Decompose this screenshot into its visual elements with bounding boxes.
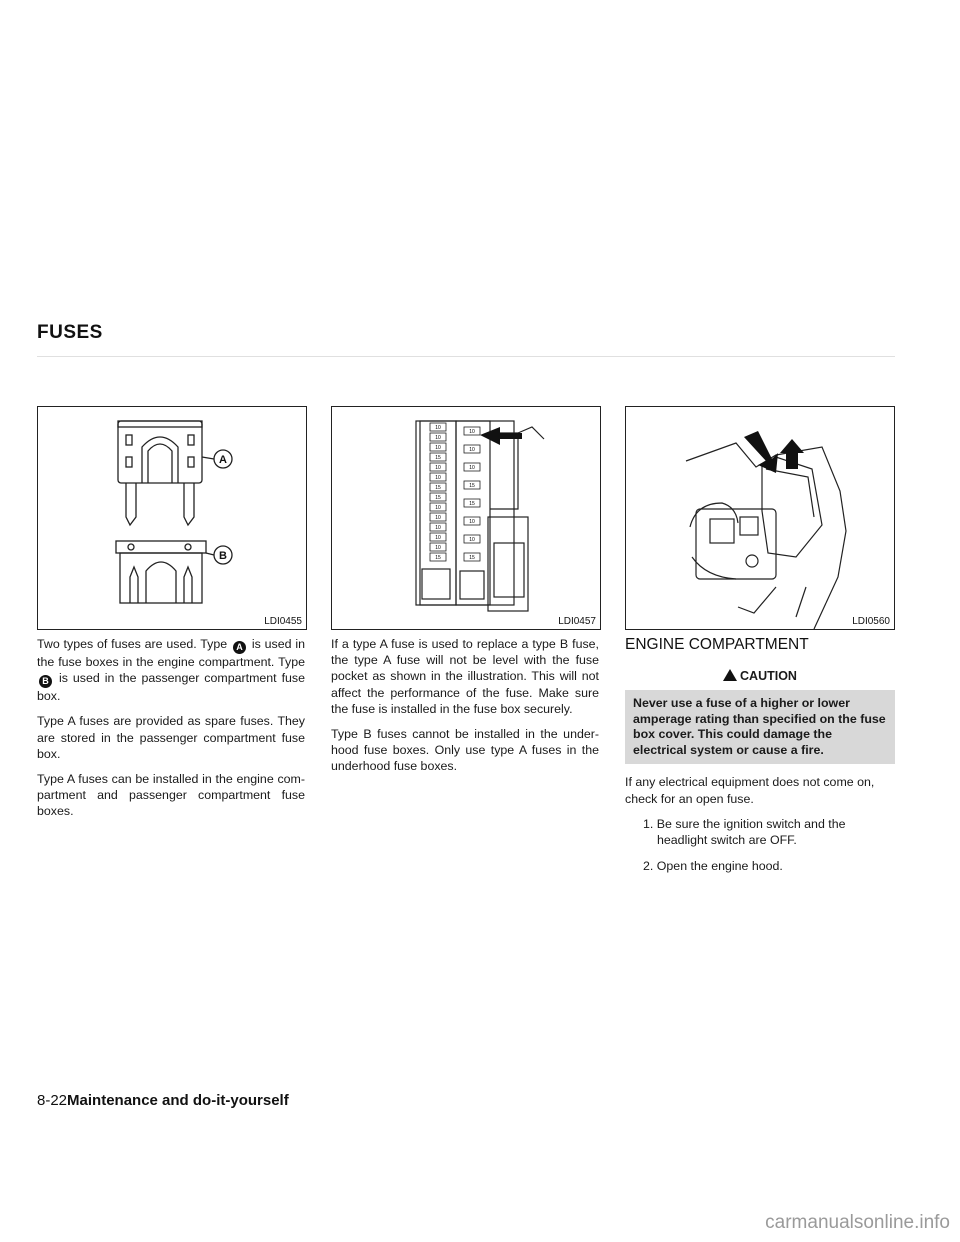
watermark: carmanualsonline.info [765,1212,950,1233]
figure-engine-compartment [625,406,895,630]
fuse-rating-label: 10 [469,429,475,435]
list-item: 1. Be sure the ignition switch and the headlight switch are OFF. [643,816,846,848]
fuse-rating-label: 10 [469,447,475,453]
engine-compartment-illustration [626,407,895,630]
arrow-icon [744,431,778,473]
section-title: FUSES [37,322,103,343]
figure-fuse-types [37,406,307,630]
fuse-rating-label: 10 [435,545,441,551]
fuse-rating-label: 10 [469,465,475,471]
column-2 [331,636,599,784]
fuse-types-illustration [38,407,307,630]
fuse-rating-label: 10 [435,525,441,531]
figure-code: LDI0560 [852,616,890,627]
fuse-rating-label: 10 [435,535,441,541]
fuse-rating-label: 10 [435,425,441,431]
chapter-title: Maintenance and do-it-yourself [67,1092,289,1109]
caution-text: Never use a fuse of a higher or lower amperage rating than specified on the fuse box cover. This could damage the electrical system or cause a fire. [633,696,886,757]
fuse-rating-label: 15 [435,485,441,491]
figure-code: LDI0455 [264,616,302,627]
page-footer [37,1092,289,1109]
arrow-icon [480,427,522,445]
figure-code: LDI0457 [558,616,596,627]
subsection-heading: ENGINE COMPARTMENT [625,636,809,653]
list-item: 2. Open the engine hood. [643,859,783,874]
fuse-box-illustration [332,407,601,630]
badge-b-icon: B [39,675,52,688]
page-number: 8-22 [37,1092,68,1109]
paragraph: Type A fuses can be installed in the engine com-partment and passenger compartment fuse boxes. [37,772,305,819]
warning-icon [723,669,737,681]
caution-header [625,663,895,690]
fuse-rating-label: 15 [469,483,475,489]
fuse-rating-label: 10 [435,505,441,511]
paragraph: Type B fuses cannot be installed in the under-hood fuse boxes. Only use type A fuses in the underhood fuse boxes. [331,727,599,774]
fuse-rating-label: 10 [435,475,441,481]
divider [37,356,895,357]
steps-list [625,816,895,875]
caution-box [625,663,895,764]
column-1 [37,636,305,829]
text-span: is used in the passenger compartment fuse box. [37,671,305,704]
paragraph [37,636,305,704]
fuse-rating-label: 10 [435,465,441,471]
figure-fuse-box [331,406,601,630]
caution-title: CAUTION [740,669,797,684]
paragraph: If any electrical equipment does not come on, check for an open fuse. [625,775,875,806]
paragraph: Type A fuses are provided as spare fuses. They are stored in the passenger compartment fuse box. [37,714,305,761]
column-3 [625,636,895,884]
callout-a-label: A [219,454,227,466]
paragraph: If a type A fuse is used to replace a type B fuse, the type A fuse will not be level with the fuse pocket as shown in the illustration. This will not affect the performance of the fuse. Make sure the fuse is installed in the fuse box securely. [331,637,599,716]
fuse-rating-label: 15 [469,555,475,561]
badge-a-icon: A [233,641,246,654]
fuse-rating-label: 15 [469,501,475,507]
text-span: Two types of fuses are used. Type [37,637,228,651]
text-span: is used in the fuse boxes in the engine compartment. Type [37,637,305,669]
fuse-rating-label: 15 [435,555,441,561]
fuse-rating-label: 10 [469,519,475,525]
fuse-rating-label: 10 [435,435,441,441]
fuse-rating-label: 15 [435,495,441,501]
fuse-rating-label: 10 [469,537,475,543]
callout-b-label: B [219,550,227,562]
fuse-rating-label: 10 [435,445,441,451]
fuse-rating-label: 10 [435,515,441,521]
fuse-rating-label: 15 [435,455,441,461]
